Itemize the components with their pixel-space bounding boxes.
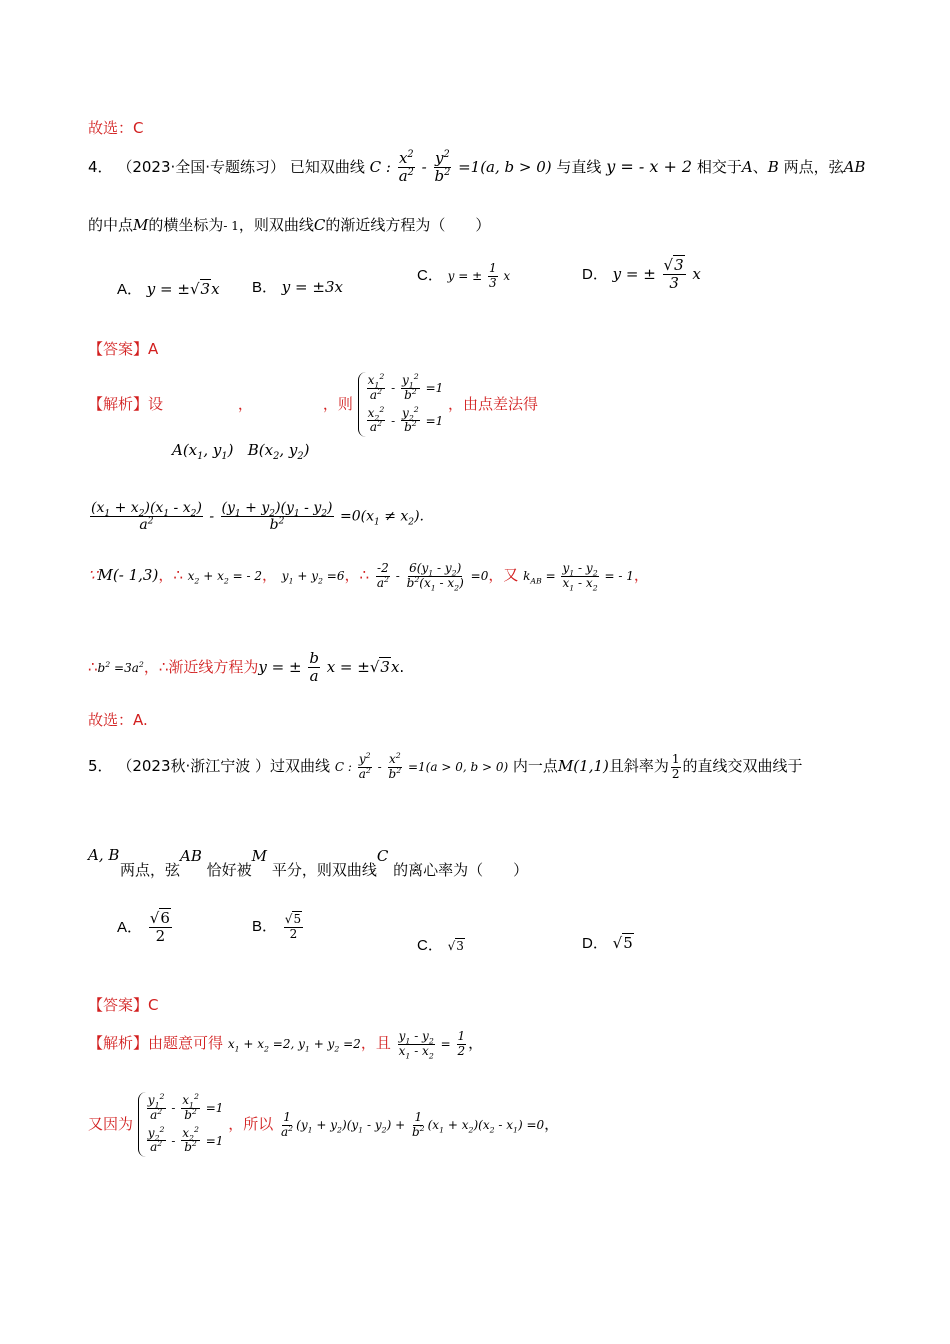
q4-points-def: $A(x_1$, $y_1$) $B(x_2$, $y_2$) [172,441,310,462]
q4-stem-4: 两点，弦 [783,157,844,176]
q5-option-d[interactable]: D． √5 [582,934,633,952]
q4-line-eq: y = - x + 2 [606,156,693,176]
q5-stem-line2b: 两点，弦AB 恰好被M 平分，则双曲线C 的离心率为（ ） [120,847,529,879]
q4-stem-line2: 的中点M的横坐标为- 1，则双曲线C的渐近线方程为（ ） [88,216,491,234]
q4-points-ab: A [741,157,753,176]
q4-source: （2023·全国·专题练习） [117,157,286,176]
q4-option-b[interactable]: B． y = ±3x [252,278,343,296]
q5-option-b[interactable]: B． $\frac{√5}{2}$ [252,912,302,941]
q4-number: 4． [88,157,113,176]
q4-option-c[interactable]: C． y = ± $\frac{1}{3}$ x [417,261,511,290]
q4-stem-5: 的中点 [88,216,134,234]
q3-conclusion: 故选：C [88,119,144,137]
q4-stem-2: 与直线 [556,157,602,176]
q4-conclusion: 故选：A. [88,711,148,729]
q4-stem-6: 的横坐标为 [148,216,224,234]
q5-hyperbola-eq: C : $\frac{y^2}{a^2}$ - $\frac{x^2}{b^2}$ =1(a > 0, b > 0) [334,751,509,781]
q4-diff-eq: $\frac{(x_1 + x_2)(x_1 - x_2)}{a^2}$ - $\frac{(y_1 + y_2)(y_1 - y_2)}{b^2}$ $=0(x_1 \ne x_2)$. [91,500,425,534]
q4-system: $\frac{x_1^2}{a^2}$ - $\frac{y_1^2}{b^2}$ =1 $\frac{x_2^2}{a^2}$ - $\frac{y_2^2}{b^2}$ =1 [358,372,444,437]
q4-stem-8: 的渐近线方程为（ ） [325,216,491,234]
q5-sum-eq: $\frac{1}{a^2}$ $(y_1 + y_2)(y_1 - y_2)$ + $\frac{1}{b^2}$ $(x_1 + x_2)(x_2 - x_1) =0$ [281,1110,545,1140]
q5-system: $\frac{y_1^2}{a^2}$ - $\frac{x_1^2}{b^2}$ =1 $\frac{y_2^2}{a^2}$ - $\frac{x_2^2}{b^2}$ =1 [138,1092,224,1157]
q5-analysis-line2: 又因为 $\frac{y_1^2}{a^2}$ - $\frac{x_1^2}{b^2}$ =1 $\frac{y_2^2}{a^2}$ - $\frac{x_2^2}{b^2}$ =1 ，所以 $\frac{1}{a^2}$ $(y_1 + y_2)(y_1 - y_2)$ + $\frac{1}{b^2}$ $(x_1 + x_2)(x_2 - x_1) =0$， [88,1092,559,1157]
q4-stem-line1: 4． （2023·全国·专题练习） 已知双曲线 C : $\frac{x^2}{a^2}$ - $\frac{y^2}{b^2}$ =1(a, b > 0) 与直线 y = - x + 2 相交于A、B 两点，弦AB [88,149,866,186]
q5-stem-line2: A, B [88,846,120,864]
q4-stem-3: 相交于 [696,157,742,176]
q5-stem-line1: 5． （2023秋·浙江宁波 ）过双曲线 C : $\frac{y^2}{a^2}$ - $\frac{x^2}{b^2}$ =1(a > 0, b > 0) 内一点M(1,1)且斜率为 $\frac{1}{2}$ 的直线交双曲线于 [88,751,803,781]
q5-option-a[interactable]: A． $\frac{√6}{2}$ [117,909,170,946]
q4-hyperbola-eq: C : $\frac{x^2}{a^2}$ - $\frac{y^2}{b^2}$ =1(a, b > 0) [369,149,552,186]
q4-stem-7: ，则双曲线 [238,216,314,234]
q5-analysis-line1: 【解析】由题意可得 $x_1 + x_2 =2$, $y_1 + y_2 =2$，且 $\frac{y_1 - y_2}{x_1 - x_2}$ = $\frac{1}{2}$ ， [88,1029,484,1061]
q4-answer: 【答案】A [88,340,159,358]
q4-therefore-line: ∵M(- 1,3)，∴ $x_2 + x_2$ = - 2， $y_1 + y_2 =6$，∴ $\frac{-2}{a^2}$ - $\frac{6(y_1 - y_2)}{b^2(x_1 - x_2)}$ =0，又 $k_{AB}$ = $\frac{y_1 - y_2}{x_1 - x_2}$ = - 1， [88,561,649,593]
q5-option-c[interactable]: C． √3 [417,937,464,954]
q4-option-d[interactable]: D． y = ± $\frac{√3}{3}$ x [582,256,701,293]
q4-asymptote-line: $\therefore b^2 =3a^2$，∴渐近线方程为y = ± $\frac{b}{a}$ x = ±√3x. [88,649,405,686]
q4-analysis-line1: 【解析】设 ， ，则 $\frac{x_1^2}{a^2}$ - $\frac{y_1^2}{b^2}$ =1 $\frac{x_2^2}{a^2}$ - $\frac{y_2^2}{b^2}$ =1 ，由点差法得 [88,372,538,437]
q5-answer: 【答案】C [88,996,159,1014]
q4-option-a[interactable]: A． y = ±√3x [117,280,220,298]
q4-stem-1: 已知双曲线 [289,157,365,176]
